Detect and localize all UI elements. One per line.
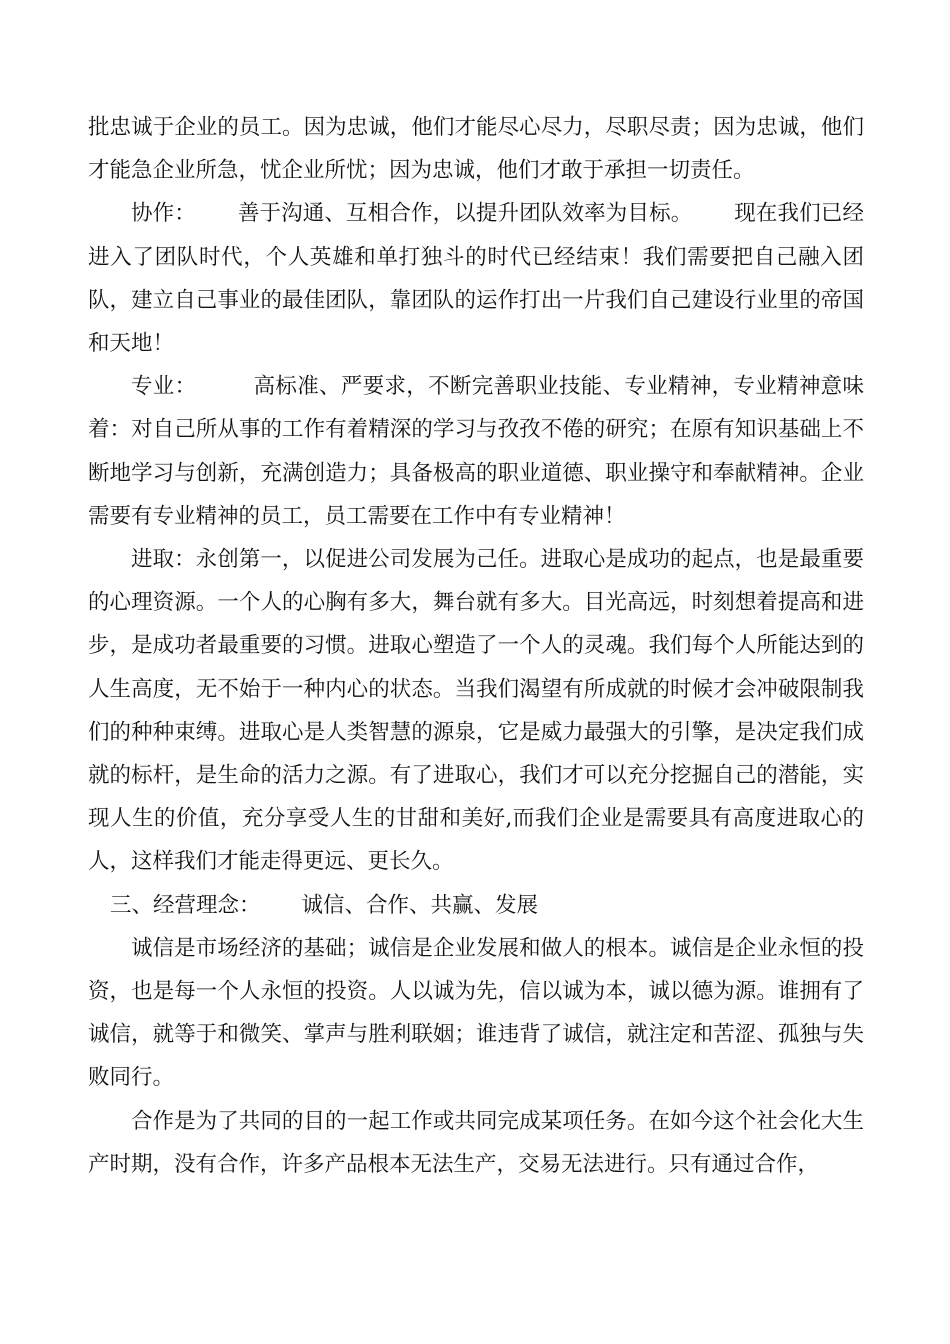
document-body bbox=[88, 106, 864, 1186]
paragraph-loyalty-continued: 批忠诚于企业的员工。因为忠诚，他们才能尽心尽力，尽职尽责；因为忠诚，他们才能急企业所急，忧企业所忧；因为忠诚，他们才敢于承担一切责任。 bbox=[88, 115, 864, 184]
paragraph-collaboration: 协作： 善于沟通、互相合作，以提升团队效率为目标。 现在我们已经进入了团队时代，个人英雄和单打独斗的时代已经结束！我们需要把自己融入团队，建立自己事业的最佳团队，靠团队的运作打出一片我们自己建设行业里的帝国和天地！ bbox=[88, 201, 864, 357]
paragraph-cooperation: 合作是为了共同的目的一起工作或共同完成某项任务。在如今这个社会化大生产时期，没有合作，许多产品根本无法生产，交易无法进行。只有通过合作， bbox=[88, 1108, 864, 1177]
paragraph-enterprising: 进取：永创第一，以促进公司发展为己任。进取心是成功的起点，也是最重要的心理资源。一个人的心胸有多大，舞台就有多大。目光高远，时刻想着提高和进步，是成功者最重要的习惯。进取心塑造了一个人的灵魂。我们每个人所能达到的人生高度，无不始于一种内心的状态。当我们渴望有所成就的时候才会冲破限制我们的种种束缚。进取心是人类智慧的源泉，它是威力最强大的引擎，是决定我们成就的标杆，是生命的活力之源。有了进取心，我们才可以充分挖掘自己的潜能，实现人生的价值，充分享受人生的甘甜和美好,而我们企业是需要具有高度进取心的人，这样我们才能走得更远、更长久。 bbox=[88, 547, 864, 875]
section-heading-business-philosophy: 三、经营理念： 诚信、合作、共赢、发展 bbox=[110, 892, 539, 918]
paragraph-professionalism: 专业： 高标准、严要求，不断完善职业技能、专业精神，专业精神意味着：对自己所从事的工作有着精深的学习与孜孜不倦的研究；在原有知识基础上不断地学习与创新，充满创造力；具备极高的职业道德、职业操守和奉献精神。企业需要有专业精神的员工，员工需要在工作中有专业精神！ bbox=[88, 374, 864, 529]
paragraph-integrity: 诚信是市场经济的基础；诚信是企业发展和做人的根本。诚信是企业永恒的投资，也是每一个人永恒的投资。人以诚为先，信以诚为本，诚以德为源。谁拥有了诚信，就等于和微笑、掌声与胜利联姻；谁违背了诚信，就注定和苦涩、孤独与失败同行。 bbox=[88, 935, 864, 1091]
